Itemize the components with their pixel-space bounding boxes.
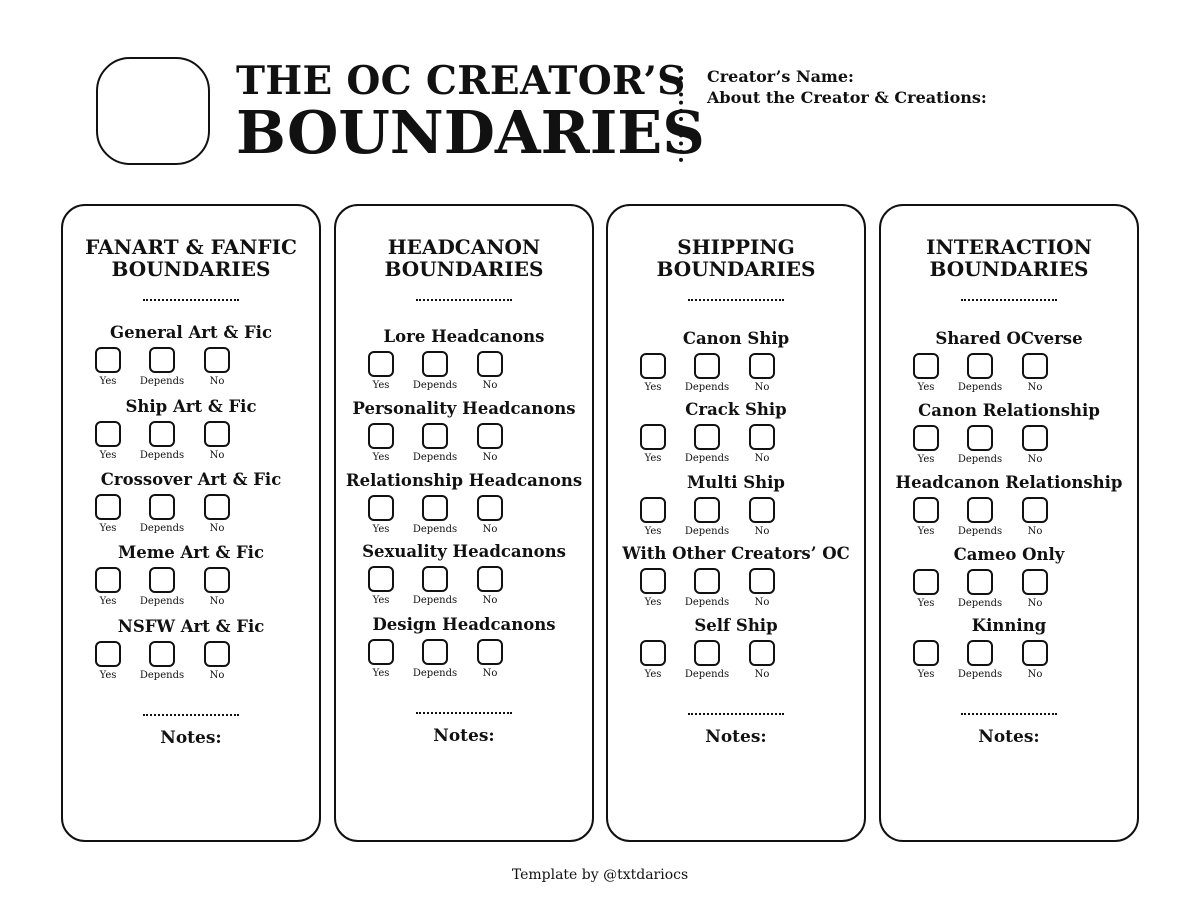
depends-checkbox[interactable] — [967, 569, 993, 595]
yes-checkbox[interactable] — [640, 568, 666, 594]
option-no — [1005, 640, 1065, 681]
no-label: No — [1027, 598, 1043, 609]
yes-checkbox[interactable] — [640, 497, 666, 523]
depends-checkbox[interactable] — [694, 640, 720, 666]
option-yes — [78, 641, 138, 682]
no-checkbox[interactable] — [477, 639, 503, 665]
column-title — [608, 236, 864, 280]
yes-label: Yes — [644, 669, 662, 680]
depends-checkbox[interactable] — [967, 640, 993, 666]
creator-info — [707, 66, 987, 108]
no-checkbox[interactable] — [1022, 497, 1048, 523]
option-yes — [623, 497, 683, 538]
no-checkbox[interactable] — [1022, 425, 1048, 451]
yes-checkbox[interactable] — [95, 567, 121, 593]
yes-checkbox[interactable] — [368, 351, 394, 377]
option-depends — [405, 639, 465, 680]
boundary-item-relationship-headcanons — [336, 471, 592, 539]
yes-label: Yes — [644, 382, 662, 393]
depends-label: Depends — [957, 669, 1003, 680]
yes-checkbox[interactable] — [913, 497, 939, 523]
option-no — [460, 639, 520, 680]
depends-label: Depends — [684, 453, 730, 464]
no-label: No — [754, 453, 770, 464]
option-depends — [132, 567, 192, 608]
option-depends — [950, 353, 1010, 394]
no-checkbox[interactable] — [749, 640, 775, 666]
no-checkbox[interactable] — [1022, 569, 1048, 595]
option-no — [187, 494, 247, 535]
option-no — [732, 424, 792, 465]
no-checkbox[interactable] — [749, 497, 775, 523]
depends-checkbox[interactable] — [967, 353, 993, 379]
about-creator-label: About the Creator & Creations: — [707, 88, 987, 107]
depends-label: Depends — [957, 382, 1003, 393]
boundary-item-label: Canon Ship — [682, 329, 790, 348]
no-label: No — [754, 526, 770, 537]
option-depends — [405, 495, 465, 536]
column-title — [63, 236, 319, 280]
no-label: No — [482, 452, 498, 463]
option-depends — [677, 424, 737, 465]
option-yes — [896, 640, 956, 681]
option-yes — [623, 424, 683, 465]
no-checkbox[interactable] — [1022, 640, 1048, 666]
yes-checkbox[interactable] — [368, 423, 394, 449]
yes-checkbox[interactable] — [95, 347, 121, 373]
yes-checkbox[interactable] — [913, 425, 939, 451]
no-label: No — [1027, 526, 1043, 537]
no-label: No — [754, 382, 770, 393]
option-yes — [351, 351, 411, 392]
option-depends — [950, 497, 1010, 538]
yes-label: Yes — [644, 526, 662, 537]
dotted-divider — [961, 713, 1057, 715]
column-title-line: SHIPPING — [677, 235, 795, 259]
dotted-divider — [143, 299, 239, 301]
depends-label: Depends — [139, 450, 185, 461]
boundary-item-canon-relationship — [881, 401, 1137, 469]
option-yes — [351, 639, 411, 680]
option-depends — [405, 351, 465, 392]
yes-label: Yes — [917, 454, 935, 465]
boundary-item-label: Design Headcanons — [372, 615, 556, 634]
boundary-item-label: Lore Headcanons — [383, 327, 545, 346]
option-no — [1005, 353, 1065, 394]
dotted-divider — [688, 299, 784, 301]
option-depends — [132, 347, 192, 388]
option-no — [1005, 569, 1065, 610]
notes-label: Notes: — [433, 726, 495, 746]
boundary-item-nsfw-art-fic — [63, 617, 319, 685]
yes-checkbox[interactable] — [368, 566, 394, 592]
yes-checkbox[interactable] — [913, 353, 939, 379]
yes-checkbox[interactable] — [640, 353, 666, 379]
column-title-line: INTERACTION — [926, 235, 1092, 259]
dotted-divider — [143, 714, 239, 716]
depends-label: Depends — [957, 454, 1003, 465]
no-checkbox[interactable] — [204, 641, 230, 667]
page-title-line2: BOUNDARIES — [236, 98, 705, 167]
column-title-line: BOUNDARIES — [656, 257, 816, 281]
option-no — [732, 497, 792, 538]
option-depends — [132, 641, 192, 682]
depends-checkbox[interactable] — [149, 494, 175, 520]
no-label: No — [209, 670, 225, 681]
depends-checkbox[interactable] — [967, 497, 993, 523]
column-shipping — [606, 204, 866, 842]
yes-checkbox[interactable] — [913, 640, 939, 666]
column-title-line: BOUNDARIES — [929, 257, 1089, 281]
no-label: No — [482, 668, 498, 679]
option-no — [732, 353, 792, 394]
no-checkbox[interactable] — [477, 351, 503, 377]
notes-label: Notes: — [978, 727, 1040, 747]
option-yes — [351, 423, 411, 464]
no-label: No — [754, 597, 770, 608]
depends-checkbox[interactable] — [422, 639, 448, 665]
column-title-line: BOUNDARIES — [111, 257, 271, 281]
yes-label: Yes — [917, 598, 935, 609]
boundary-item-design-headcanons — [336, 615, 592, 683]
no-label: No — [1027, 669, 1043, 680]
boundary-item-label: Sexuality Headcanons — [362, 542, 566, 561]
depends-checkbox[interactable] — [694, 568, 720, 594]
option-no — [187, 567, 247, 608]
yes-label: Yes — [99, 670, 117, 681]
yes-label: Yes — [372, 380, 390, 391]
boundary-item-label: Cameo Only — [953, 545, 1065, 564]
depends-checkbox[interactable] — [422, 495, 448, 521]
depends-checkbox[interactable] — [149, 421, 175, 447]
boundary-item-label: Canon Relationship — [918, 401, 1100, 420]
boundary-item-label: Headcanon Relationship — [895, 473, 1123, 492]
yes-label: Yes — [644, 597, 662, 608]
column-title-line: FANART & FANFIC — [85, 235, 297, 259]
boundary-item-lore-headcanons — [336, 327, 592, 395]
option-yes — [896, 569, 956, 610]
yes-label: Yes — [99, 523, 117, 534]
boundary-item-label: Meme Art & Fic — [118, 543, 264, 562]
option-no — [460, 566, 520, 607]
option-depends — [405, 423, 465, 464]
depends-label: Depends — [412, 452, 458, 463]
no-checkbox[interactable] — [749, 424, 775, 450]
page-title-line1: THE OC CREATOR’S — [236, 58, 686, 104]
depends-label: Depends — [139, 596, 185, 607]
option-depends — [950, 640, 1010, 681]
boundary-item-multi-ship — [608, 473, 864, 541]
no-checkbox[interactable] — [204, 347, 230, 373]
depends-label: Depends — [412, 595, 458, 606]
option-yes — [896, 497, 956, 538]
boundary-item-label: Relationship Headcanons — [345, 471, 583, 490]
column-interaction — [879, 204, 1139, 842]
no-checkbox[interactable] — [204, 421, 230, 447]
column-title-line: HEADCANON — [387, 235, 541, 259]
creator-name-label: Creator’s Name: — [707, 67, 854, 86]
yes-checkbox[interactable] — [95, 421, 121, 447]
depends-label: Depends — [957, 598, 1003, 609]
depends-checkbox[interactable] — [149, 567, 175, 593]
no-label: No — [482, 595, 498, 606]
no-label: No — [754, 669, 770, 680]
notes-label: Notes: — [705, 727, 767, 747]
boundary-item-with-other-creators-oc — [608, 544, 864, 612]
depends-label: Depends — [684, 382, 730, 393]
no-checkbox[interactable] — [477, 566, 503, 592]
yes-label: Yes — [372, 595, 390, 606]
yes-checkbox[interactable] — [368, 639, 394, 665]
boundary-item-ship-art-fic — [63, 397, 319, 465]
depends-label: Depends — [684, 526, 730, 537]
option-depends — [950, 425, 1010, 466]
boundary-item-general-art-fic — [63, 323, 319, 391]
depends-checkbox[interactable] — [694, 497, 720, 523]
boundary-item-crack-ship — [608, 400, 864, 468]
option-yes — [896, 353, 956, 394]
no-label: No — [209, 596, 225, 607]
notes-label: Notes: — [160, 728, 222, 748]
depends-label: Depends — [957, 526, 1003, 537]
boundary-item-label: Ship Art & Fic — [125, 397, 257, 416]
option-yes — [351, 566, 411, 607]
depends-checkbox[interactable] — [422, 351, 448, 377]
option-yes — [78, 347, 138, 388]
option-no — [1005, 425, 1065, 466]
yes-label: Yes — [644, 453, 662, 464]
depends-checkbox[interactable] — [422, 566, 448, 592]
option-yes — [896, 425, 956, 466]
avatar-frame — [96, 57, 210, 165]
column-fanart-fanfic — [61, 204, 321, 842]
no-label: No — [482, 524, 498, 535]
boundary-item-label: NSFW Art & Fic — [117, 617, 265, 636]
boundary-item-label: Crack Ship — [685, 400, 787, 419]
depends-checkbox[interactable] — [422, 423, 448, 449]
option-yes — [623, 568, 683, 609]
boundary-item-label: General Art & Fic — [109, 323, 272, 342]
boundary-item-label: Multi Ship — [687, 473, 785, 492]
depends-label: Depends — [684, 597, 730, 608]
column-headcanon — [334, 204, 594, 842]
option-depends — [677, 497, 737, 538]
boundary-item-cameo-only — [881, 545, 1137, 613]
depends-label: Depends — [412, 380, 458, 391]
yes-checkbox[interactable] — [95, 641, 121, 667]
no-label: No — [209, 523, 225, 534]
yes-checkbox[interactable] — [640, 640, 666, 666]
option-no — [732, 640, 792, 681]
boundary-item-headcanon-relationship — [881, 473, 1137, 541]
yes-label: Yes — [372, 668, 390, 679]
no-checkbox[interactable] — [477, 423, 503, 449]
depends-label: Depends — [412, 668, 458, 679]
column-title — [881, 236, 1137, 280]
depends-checkbox[interactable] — [694, 353, 720, 379]
no-label: No — [209, 450, 225, 461]
depends-label: Depends — [684, 669, 730, 680]
option-yes — [623, 353, 683, 394]
depends-checkbox[interactable] — [149, 641, 175, 667]
dotted-divider — [961, 299, 1057, 301]
depends-checkbox[interactable] — [967, 425, 993, 451]
yes-label: Yes — [372, 524, 390, 535]
depends-label: Depends — [139, 523, 185, 534]
yes-checkbox[interactable] — [913, 569, 939, 595]
column-title-line: BOUNDARIES — [384, 257, 544, 281]
yes-label: Yes — [99, 596, 117, 607]
yes-label: Yes — [372, 452, 390, 463]
boundary-item-sexuality-headcanons — [336, 542, 592, 610]
option-no — [1005, 497, 1065, 538]
boundary-item-meme-art-fic — [63, 543, 319, 611]
boundary-item-label: Personality Headcanons — [352, 399, 576, 418]
depends-checkbox[interactable] — [149, 347, 175, 373]
option-depends — [950, 569, 1010, 610]
boundary-item-label: Self Ship — [694, 616, 778, 635]
boundary-item-self-ship — [608, 616, 864, 684]
no-checkbox[interactable] — [749, 568, 775, 594]
boundary-item-personality-headcanons — [336, 399, 592, 467]
no-checkbox[interactable] — [204, 494, 230, 520]
no-checkbox[interactable] — [204, 567, 230, 593]
boundary-item-kinning — [881, 616, 1137, 684]
option-no — [187, 421, 247, 462]
option-yes — [623, 640, 683, 681]
no-label: No — [209, 376, 225, 387]
option-depends — [677, 568, 737, 609]
no-label: No — [482, 380, 498, 391]
option-depends — [132, 494, 192, 535]
depends-label: Depends — [139, 670, 185, 681]
header-divider — [679, 68, 683, 162]
boundary-item-shared-ocverse — [881, 329, 1137, 397]
yes-label: Yes — [917, 382, 935, 393]
dotted-divider — [416, 299, 512, 301]
option-depends — [677, 353, 737, 394]
boundary-item-label: Kinning — [971, 616, 1047, 635]
yes-label: Yes — [99, 450, 117, 461]
dotted-divider — [416, 712, 512, 714]
dotted-divider — [688, 713, 784, 715]
yes-checkbox[interactable] — [368, 495, 394, 521]
boundary-item-crossover-art-fic — [63, 470, 319, 538]
depends-label: Depends — [412, 524, 458, 535]
option-yes — [351, 495, 411, 536]
option-no — [187, 641, 247, 682]
option-no — [732, 568, 792, 609]
option-no — [460, 351, 520, 392]
no-checkbox[interactable] — [1022, 353, 1048, 379]
depends-label: Depends — [139, 376, 185, 387]
option-depends — [132, 421, 192, 462]
option-depends — [405, 566, 465, 607]
yes-label: Yes — [99, 376, 117, 387]
boundary-item-label: Shared OCverse — [935, 329, 1083, 348]
footer-credit: Template by @txtdariocs — [511, 867, 689, 883]
option-yes — [78, 421, 138, 462]
boundary-item-canon-ship — [608, 329, 864, 397]
option-no — [460, 495, 520, 536]
yes-label: Yes — [917, 669, 935, 680]
boundary-item-label: With Other Creators’ OC — [622, 544, 850, 563]
option-no — [460, 423, 520, 464]
boundary-item-label: Crossover Art & Fic — [100, 470, 282, 489]
option-yes — [78, 567, 138, 608]
no-checkbox[interactable] — [477, 495, 503, 521]
depends-checkbox[interactable] — [694, 424, 720, 450]
option-depends — [677, 640, 737, 681]
yes-label: Yes — [917, 526, 935, 537]
option-yes — [78, 494, 138, 535]
yes-checkbox[interactable] — [640, 424, 666, 450]
column-title — [336, 236, 592, 280]
option-no — [187, 347, 247, 388]
no-label: No — [1027, 454, 1043, 465]
yes-checkbox[interactable] — [95, 494, 121, 520]
no-checkbox[interactable] — [749, 353, 775, 379]
no-label: No — [1027, 382, 1043, 393]
